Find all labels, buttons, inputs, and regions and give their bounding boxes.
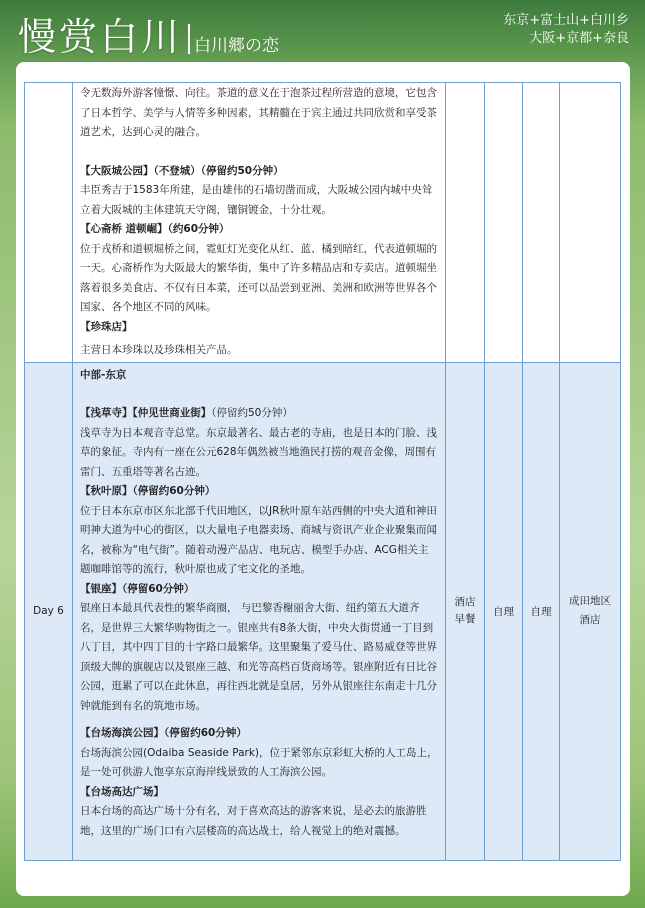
route-line-1: 东京+富士山+白川乡 — [503, 13, 629, 28]
hotel-cell: 成田地区酒店 — [560, 362, 621, 860]
itinerary-table — [24, 82, 621, 861]
hotel-cell — [560, 83, 621, 363]
section-text: 银座日本最具代表性的繁华商圈， 与巴黎香榭丽舍大街、纽约第五大道齐名，是世界三大繁华购物街之一。银座共有8条大街，中央大街贯通一丁目到八丁目，其中四丁目的十字路口最繁华。这里聚集了爱马仕、路易威登等世界顶级大牌的旗舰店以及银座三越、和光等高档百货商场等。银座附近有日比谷公园，逛累了可以在此休息，再往西北就是皇居，另外从银座往东南走十几分钟就能到有名的筑地市场。 — [80, 602, 437, 712]
day-cell: Day 6 — [25, 362, 73, 860]
route-summary — [503, 12, 629, 48]
section-text: 位于戎桥和道顿堀桥之间，霓虹灯光变化从红、蓝、橘到暗红，代表道顿堀的一天。心斋桥作为大阪最大的繁华街，集中了许多精品店和专卖店。道顿堀坐落着很多美食店、不仅有日本菜，还可以品尝到亚洲、美洲和欧洲等世界各个国家、各个地区不同的风味。 — [80, 242, 437, 313]
section-heading: 【珍珠店】 — [80, 320, 133, 333]
section-heading: 【台场高达广场】 — [80, 785, 164, 798]
day-cell — [25, 83, 73, 363]
intro-text: 令无数海外游客憧憬、向往。茶道的意义在于泡茶过程所营造的意境，它包含了日本哲学、美学与人情等多种因素，其精髓在于宾主通过共同欣赏和享受茶道艺术，达到心灵的融合。 — [80, 87, 437, 138]
page-subtitle: 白川郷の恋 — [194, 36, 279, 56]
section-text: 丰臣秀吉于1583年所建，是由雄伟的石墙切凿而成，大阪城公园内城中央耸立着大阪城的主体建筑天守阁，镶铜镀金，十分壮观。 — [80, 184, 433, 216]
section-text: 位于日本东京市区东北部千代田地区，以JR秋叶原车站西侧的中央大道和神田明神大道为中心的街区，以大量电子电器卖场、商城与资讯产业企业聚集而闻名，被称为“电气街”。随着动漫产品店、电玩店、模型手办店、ACG相关主题咖啡馆等的流行，秋叶原也成了宅文化的圣地。 — [80, 504, 437, 575]
page-header — [0, 0, 645, 62]
section-heading: 【银座】（停留60分钟） — [80, 582, 195, 595]
section-text: 日本台场的高达广场十分有名，对于喜欢高达的游客来说，是必去的旅游胜地，这里的广场门口有六层楼高的高达战士，给人视觉上的绝对震撼。 — [80, 805, 427, 837]
meal-cell — [446, 83, 485, 363]
page-title: 慢赏白川 — [18, 15, 183, 59]
meal-cell: 酒店早餐 — [446, 362, 485, 860]
route-title: 中部-东京 — [80, 368, 127, 381]
section-heading: 【浅草寺】【仲见世商业街】 — [80, 407, 212, 419]
table-row — [25, 362, 621, 860]
lunch-cell — [485, 83, 523, 363]
stay-duration: （停留约50分钟） — [211, 407, 293, 419]
lunch-cell: 自理 — [485, 362, 523, 860]
section-heading: 【台场海滨公园】（停留约60分钟） — [80, 727, 247, 739]
itinerary-panel — [16, 62, 630, 896]
itinerary-cell — [73, 362, 446, 860]
dinner-cell — [523, 83, 560, 363]
table-row — [25, 83, 621, 363]
dinner-cell: 自理 — [523, 362, 560, 860]
section-heading: 【秋叶原】（停留约60分钟） — [80, 485, 216, 497]
title-divider — [188, 24, 190, 54]
section-text: 浅草寺为日本观音寺总堂。东京最著名、最古老的寺庙，也是日本的门脸、浅草的象征。寺内有一座在公元628年偶然被当地渔民打捞的观音金像，周围有雷门、五重塔等著名古迹。 — [80, 426, 437, 478]
itinerary-cell — [73, 83, 446, 363]
section-heading: 【大阪城公园】（不登城）（停留约50分钟） — [80, 164, 284, 177]
section-heading: 【心斋桥 道顿崛】（约60分钟） — [80, 223, 230, 235]
section-text: 台场海滨公园(Odaiba Seaside Park)，位于紧邻东京彩虹大桥的人工岛上，是一处可供游人饱享东京海岸线景致的人工海滨公园。 — [80, 746, 438, 778]
route-line-2: 大阪+京都+奈良 — [529, 31, 629, 46]
section-text: 主营日本珍珠以及珍珠相关产品。 — [80, 344, 238, 356]
